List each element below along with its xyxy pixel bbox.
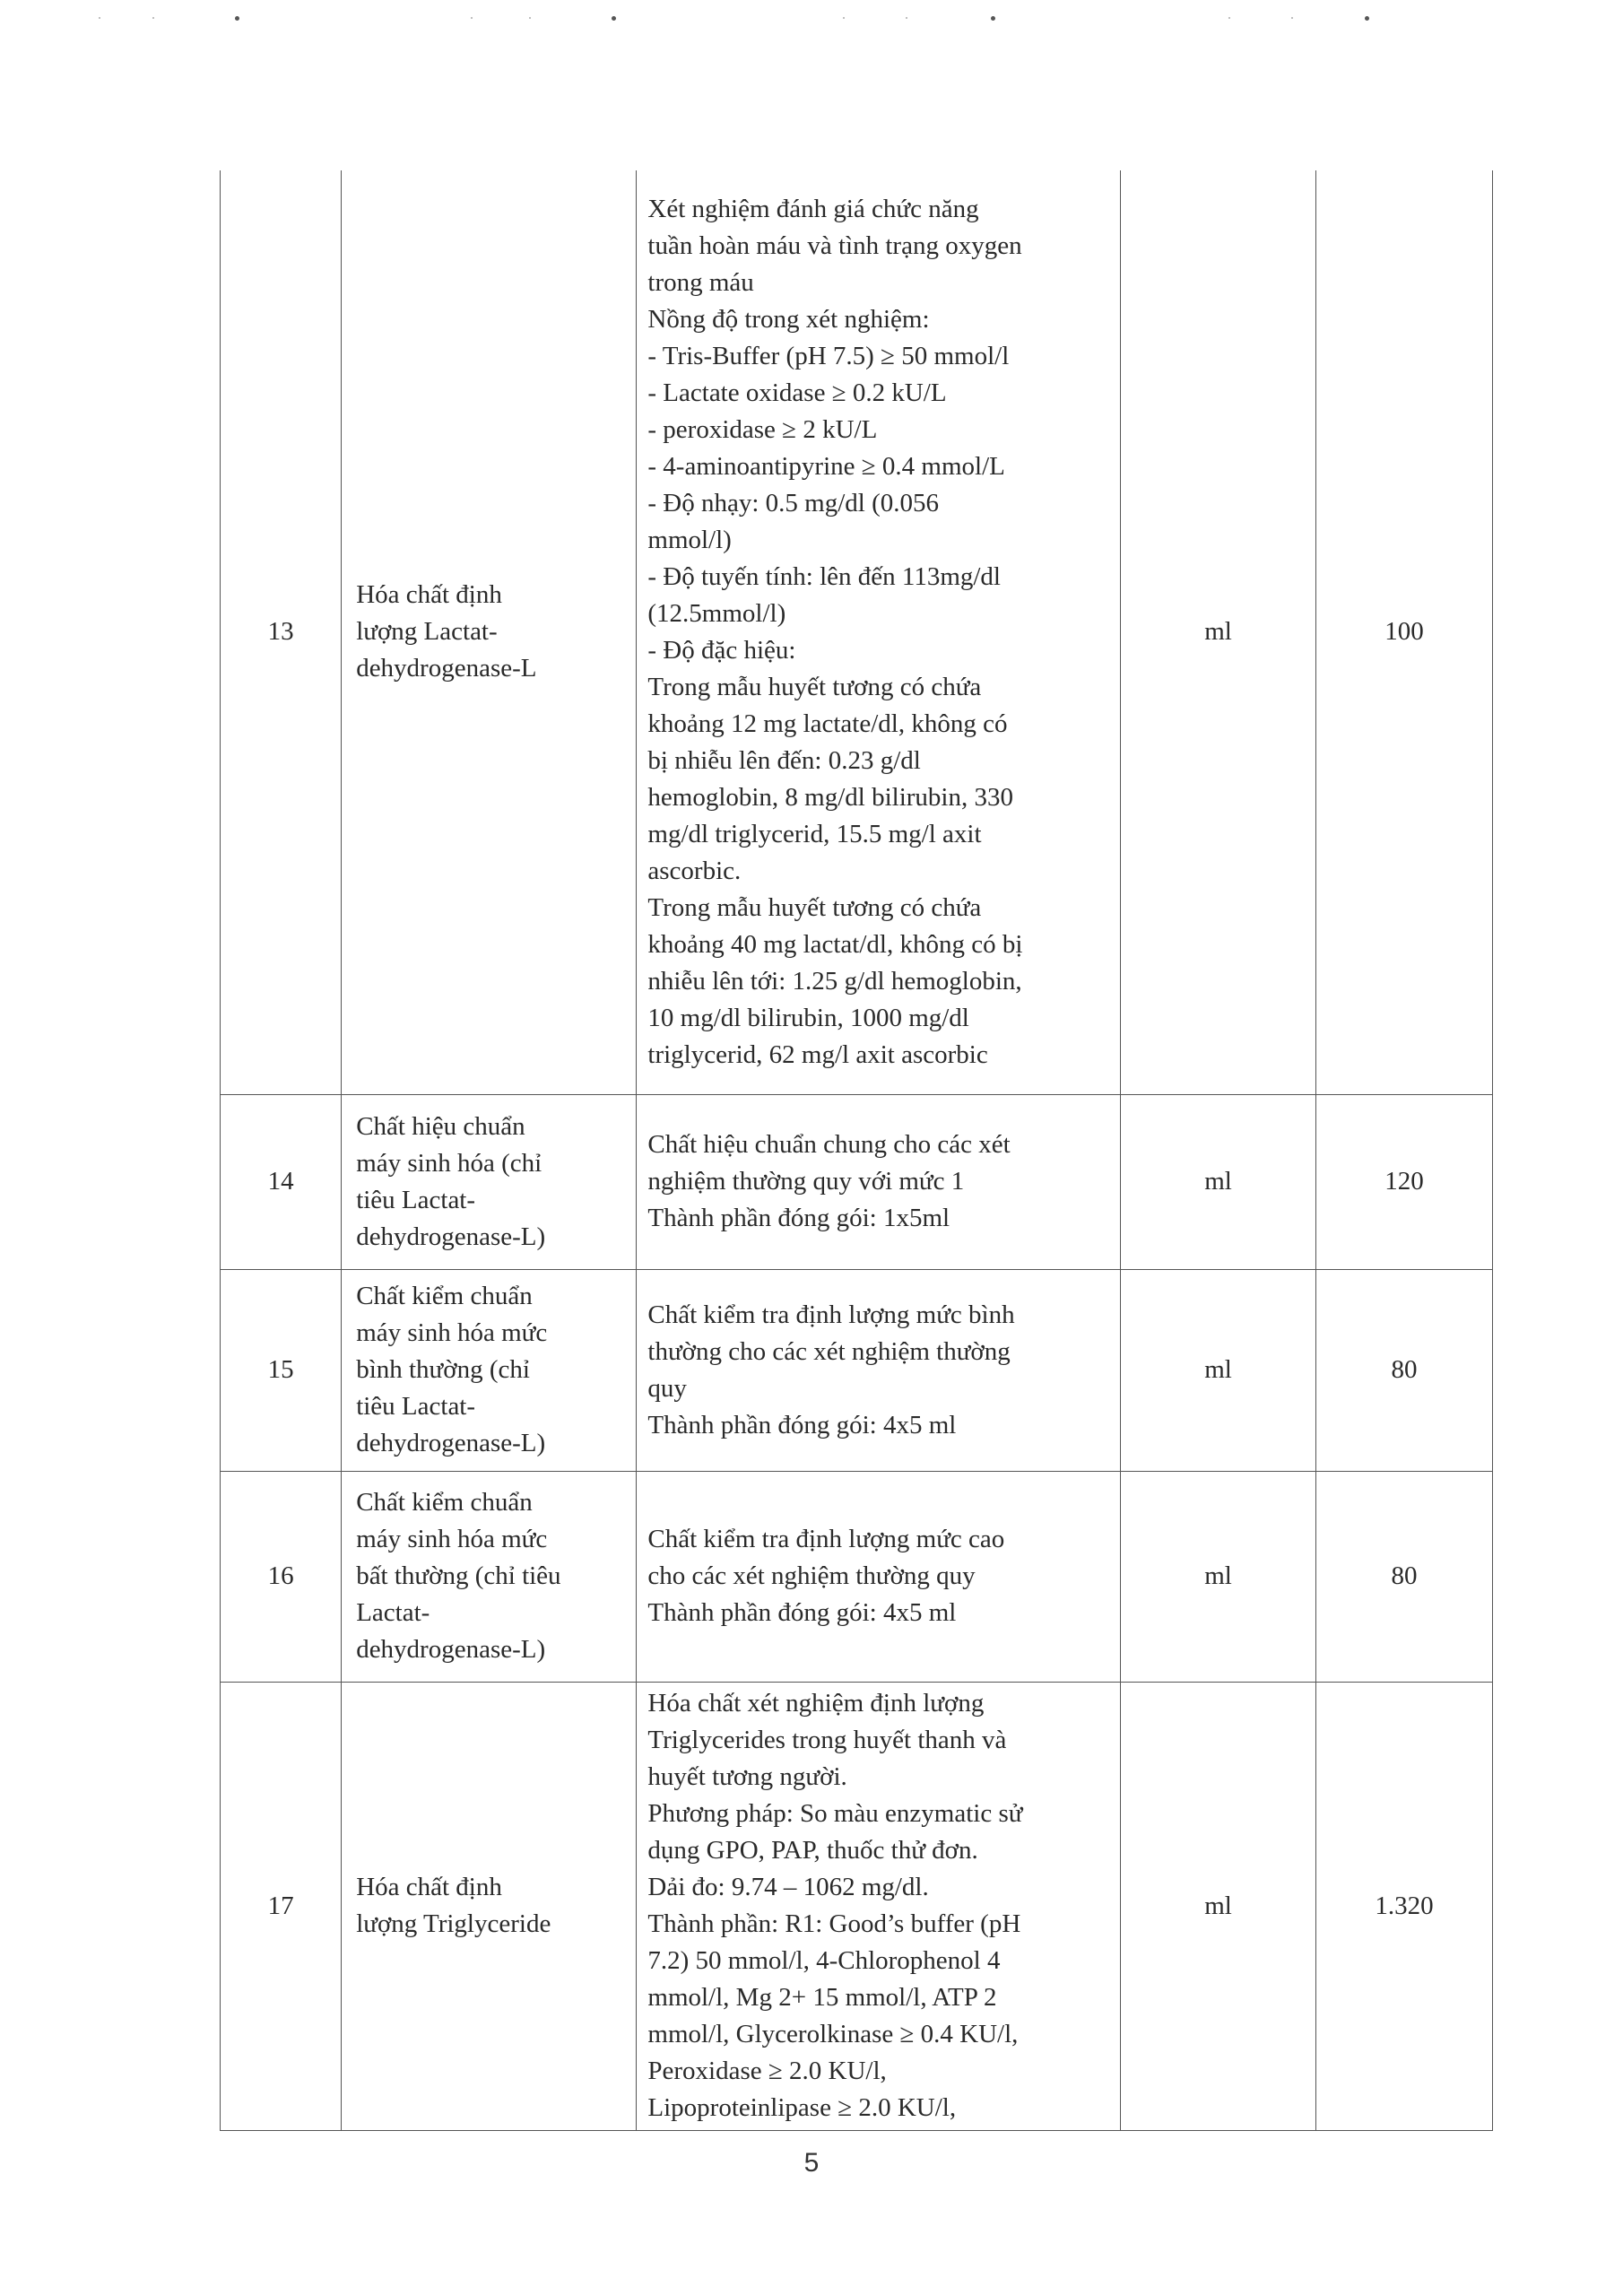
spec-line: 10 mg/dl bilirubin, 1000 mg/dl [647,1003,969,1032]
item-specification [637,1682,1121,2130]
scan-dot [152,17,154,19]
item-name-line: bình thường (chỉ [356,1355,530,1384]
spec-line: Trong mẫu huyết tương có chứa [647,892,982,922]
quantity: 80 [1315,1471,1492,1682]
scan-dot [99,17,100,19]
quantity: 80 [1315,1269,1492,1471]
spec-line: nhiễu lên tới: 1.25 g/dl hemoglobin, [647,966,1022,996]
item-name-line: dehydrogenase-L) [356,1429,546,1457]
scan-dot [235,16,239,21]
spec-line: mmol/l, Mg 2+ 15 mmol/l, ATP 2 [647,1983,997,2012]
item-specification [637,170,1121,1094]
scan-dot [991,16,995,21]
spec-line: ascorbic. [647,856,742,885]
spec-line: Trong mẫu huyết tương có chứa [647,672,982,701]
spec-line: - Độ đặc hiệu: [647,635,796,665]
scan-dot [843,17,845,19]
table-row [221,1471,1493,1682]
unit: ml [1121,1269,1316,1471]
spec-line: nghiệm thường quy với mức 1 [647,1167,965,1196]
row-number: 16 [221,1471,342,1682]
item-name [342,1269,637,1471]
spec-line: Chất hiệu chuẩn chung cho các xét [647,1130,1011,1159]
table-row [221,1094,1493,1269]
spec-line: Chất kiểm tra định lượng mức bình [647,1300,1015,1329]
item-name-line: lượng Triglyceride [356,1909,551,1938]
spec-line: Triglycerides trong huyết thanh và [647,1726,1007,1754]
spec-line: Thành phần đóng gói: 4x5 ml [647,1410,957,1439]
scan-dot [1365,16,1369,21]
scan-dot [1291,17,1293,19]
scan-dot [612,16,616,21]
unit: ml [1121,1094,1316,1269]
item-name [342,1682,637,2130]
table-row [221,1682,1493,2130]
row-number: 13 [221,170,342,1094]
spec-line: - Lactate oxidase ≥ 0.2 kU/L [647,378,947,407]
spec-line: - 4-aminoantipyrine ≥ 0.4 mmol/L [647,451,1005,481]
item-specification [637,1094,1121,1269]
scan-dot [906,17,907,19]
spec-line: - Độ tuyến tính: lên đến 113mg/dl [647,561,1001,591]
spec-line: - Độ nhạy: 0.5 mg/dl (0.056 [647,488,939,517]
row-number: 15 [221,1269,342,1471]
spec-line: Thành phần: R1: Good’s buffer (pH [647,1909,1021,1938]
quantity: 120 [1315,1094,1492,1269]
spec-line: mg/dl triglycerid, 15.5 mg/l axit [647,819,982,848]
unit: ml [1121,170,1316,1094]
spec-line: - peroxidase ≥ 2 kU/L [647,414,878,444]
spec-line: Chất kiểm tra định lượng mức cao [647,1525,1005,1553]
item-name-line: dehydrogenase-L [356,654,537,683]
spec-line: - Tris-Buffer (pH 7.5) ≥ 50 mmol/l [647,341,1010,370]
row-number: 14 [221,1094,342,1269]
scan-dot [1228,17,1230,19]
item-name-line: bất thường (chỉ tiêu [356,1561,561,1590]
item-specification [637,1471,1121,1682]
item-name-line: tiêu Lactat- [356,1185,476,1214]
item-specification [637,1269,1121,1471]
spec-line: khoảng 40 mg lactat/dl, không có bị [647,929,1023,959]
item-name-line: Chất kiểm chuẩn [356,1282,533,1310]
spec-line: huyết tương người. [647,1762,847,1791]
spec-line: bị nhiễu lên đến: 0.23 g/dl [647,745,921,775]
item-name [342,170,637,1094]
item-name [342,1094,637,1269]
item-name-line: dehydrogenase-L) [356,1222,546,1251]
spec-line: Lipoproteinlipase ≥ 2.0 KU/l, [647,2093,957,2122]
spec-line: Nồng độ trong xét nghiệm: [647,304,930,334]
spec-line: quy [647,1373,687,1403]
spec-line: Phương pháp: So màu enzymatic sử [647,1799,1023,1828]
spec-line: dụng GPO, PAP, thuốc thử đơn. [647,1836,978,1865]
spec-line: 7.2) 50 mmol/l, 4-Chlorophenol 4 [647,1946,1001,1975]
scan-noise [0,16,1623,34]
scan-dot [471,17,473,19]
item-name-line: lượng Lactat- [356,617,498,647]
spec-line: (12.5mmol/l) [647,598,786,628]
spec-line: khoảng 12 mg lactate/dl, không có [647,709,1008,738]
item-name-line: Hóa chất định [356,1873,502,1901]
spec-line: thường cho các xét nghiệm thường [647,1336,1011,1366]
item-name-line: dehydrogenase-L) [356,1635,546,1664]
specification-table [220,170,1493,2131]
spec-line: Xét nghiệm đánh giá chức năng [647,194,979,223]
quantity: 100 [1315,170,1492,1094]
spec-line: hemoglobin, 8 mg/dl bilirubin, 330 [647,782,1013,812]
scan-dot [529,17,531,19]
unit: ml [1121,1682,1316,2130]
spec-line: tuần hoàn máu và tình trạng oxygen [647,230,1022,260]
item-name-line: tiêu Lactat- [356,1392,476,1421]
item-name-line: máy sinh hóa mức [356,1525,548,1553]
spec-line: Thành phần đóng gói: 4x5 ml [647,1598,957,1627]
item-name-line: Hóa chất định [356,580,502,610]
spec-line: Thành phần đóng gói: 1x5ml [647,1204,950,1232]
item-name [342,1471,637,1682]
item-name-line: Chất hiệu chuẩn [356,1111,525,1141]
table-row [221,170,1493,1094]
quantity: 1.320 [1315,1682,1492,2130]
page-number: 5 [803,2148,820,2178]
spec-line: mmol/l, Glycerolkinase ≥ 0.4 KU/l, [647,2020,1019,2048]
spec-line: Dải đo: 9.74 – 1062 mg/dl. [647,1873,929,1901]
spec-line: Hóa chất xét nghiệm định lượng [647,1689,985,1718]
spec-line: mmol/l) [647,525,732,554]
spec-line: triglycerid, 62 mg/l axit ascorbic [647,1039,988,1069]
item-name-line: máy sinh hóa (chỉ [356,1148,542,1178]
spec-line: cho các xét nghiệm thường quy [647,1561,976,1590]
unit: ml [1121,1471,1316,1682]
item-name-line: máy sinh hóa mức [356,1318,548,1347]
item-name-line: Lactat- [356,1598,430,1627]
item-name-line: Chất kiểm chuẩn [356,1488,533,1517]
spec-line: trong máu [647,267,754,297]
row-number: 17 [221,1682,342,2130]
spec-line: Peroxidase ≥ 2.0 KU/l, [647,2057,887,2085]
table-row [221,1269,1493,1471]
